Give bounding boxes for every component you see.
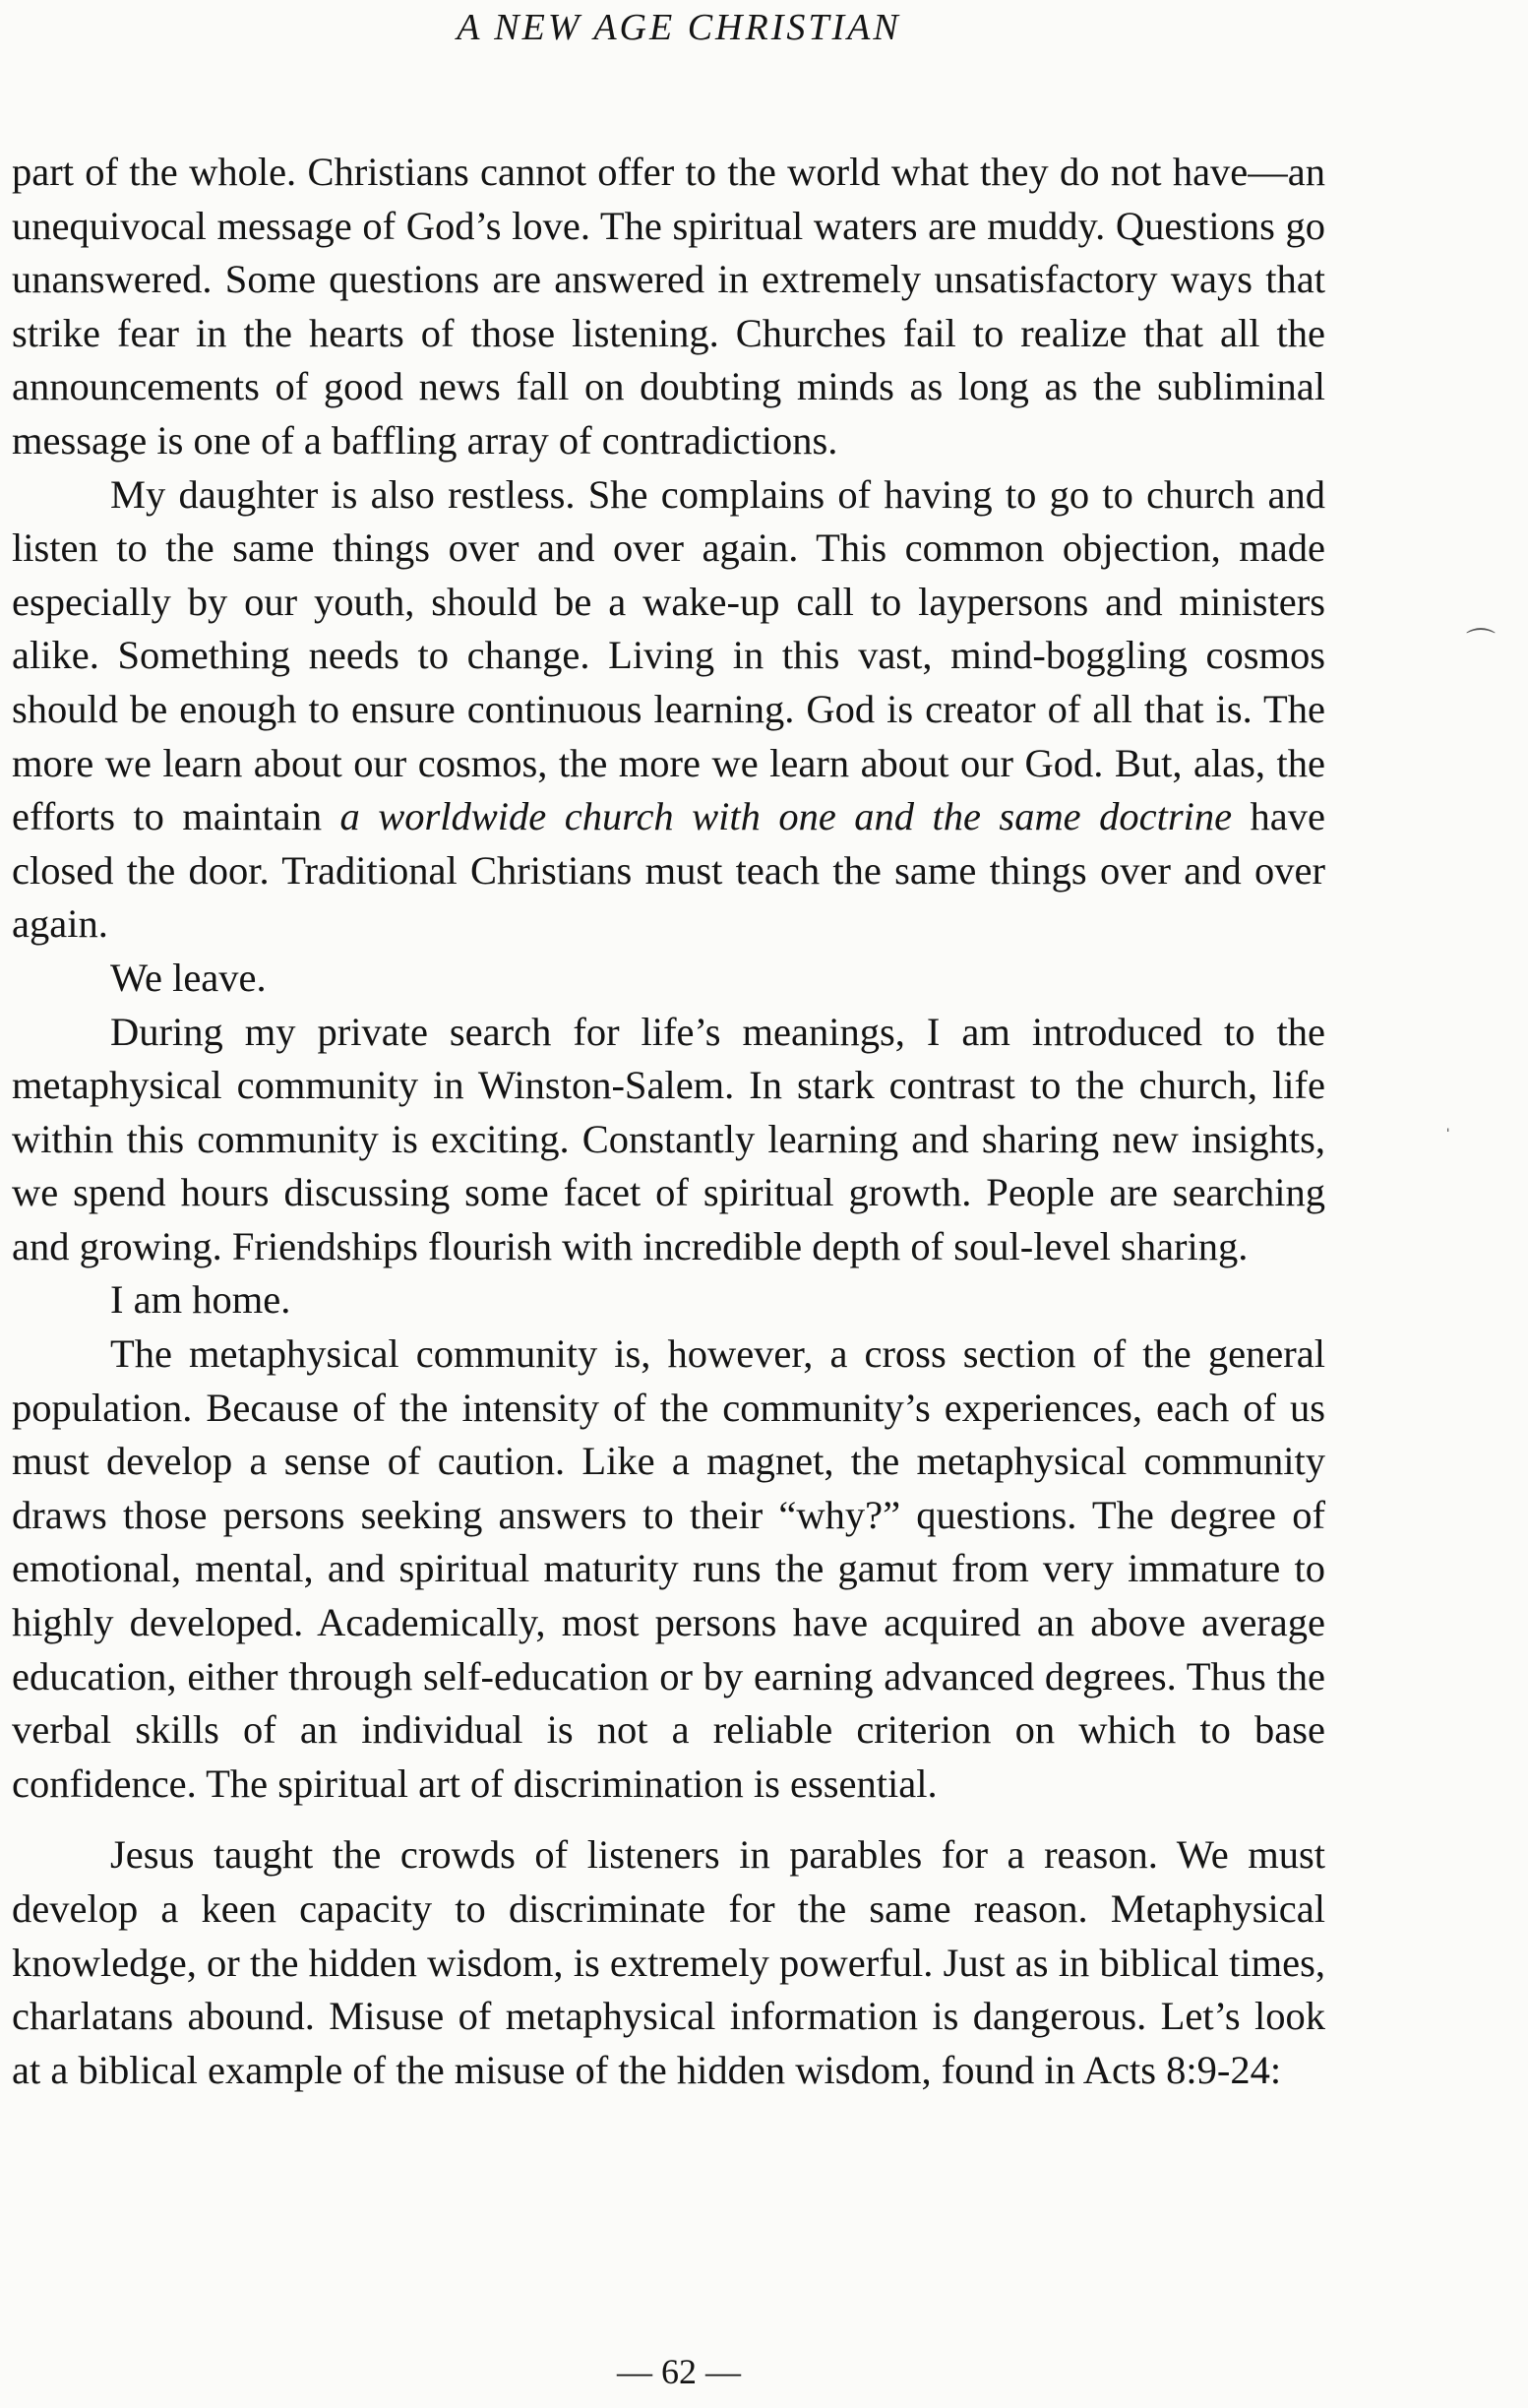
margin-tick-mark: ˈ <box>1444 1124 1452 1148</box>
paragraph-7-text: Jesus taught the crowds of listeners in parables for a reason. We must develop a keen capacity to discriminate for the same reason. Metaphysical knowledge, or the hidden wisdom, is extremely powerful. Just as in biblical times, charlatans abound. Misuse of metaphysical information is dangerous. Let’s look at a biblical example of the misuse of the hidden wisdom, found in Acts 8:9-24: <box>12 1832 1325 2092</box>
running-head: A NEW AGE CHRISTIAN <box>457 7 901 48</box>
paragraph-3-text: We leave. <box>110 955 267 1000</box>
margin-dash-mark: ⌒ <box>1466 628 1496 660</box>
paragraph-2-text-start: My daughter is also restless. She complains of having to go to church and listen to the same things over and over again. This common objection, made especially by our youth, should be a wake-up call to laypersons and ministers alike. Something needs to change. Living in this vast, mind-boggling cosmos should be enough to ensure continuous learning. God is creator of all that is. The more we learn about our cosmos, the more we learn about our God. But, alas, the efforts to maintain <box>12 471 1325 839</box>
paragraph-6 <box>12 1327 1325 1811</box>
paragraph-6-text: The metaphysical community is, however, a cross section of the general population. Because of the intensity of the community’s experiences, each of us must develop a sense of caution. Like a magnet, the metaphysical community draws those persons seeking answers to their “why?” questions. The degree of emotional, mental, and spiritual maturity runs the gamut from very immature to highly developed. Academically, most persons have acquired an above average education, either through self-education or by earning advanced degrees. Thus the verbal skills of an individual is not a reliable criterion on which to base confidence. The spiritual art of discrimination is essential. <box>12 1331 1325 1806</box>
paragraph-4-text: During my private search for life’s meanings, I am introduced to the metaphysical community in Winston-Salem. In stark contrast to the church, life within this community is exciting. Constantly learning and sharing new insights, we spend hours discussing some facet of spiritual growth. People are searching and growing. Friendships flourish with incredible depth of soul-level sharing. <box>12 1009 1325 1268</box>
paragraph-7 <box>12 1828 1325 2097</box>
paragraph-2 <box>12 468 1325 952</box>
paragraph-2-italic-phrase: a worldwide church with one and the same doctrine <box>339 794 1233 839</box>
paragraph-3 <box>12 952 1325 1006</box>
paragraph-2-text-end: have closed the door. Traditional Christians must teach the same things over and over again. <box>12 794 1325 947</box>
page-number: — 62 — <box>617 2352 741 2391</box>
paragraph-1 <box>12 146 1325 468</box>
body-text <box>12 146 1325 2097</box>
paragraph-5 <box>12 1273 1325 1327</box>
paragraph-1-text: part of the whole. Christians cannot offer to the world what they do not have—an unequivocal message of God’s love. The spiritual waters are muddy. Questions go unanswered. Some questions are answered in extremely unsatisfactory ways that strike fear in the hearts of those listening. Churches fail to realize that all the announcements of good news fall on doubting minds as long as the subliminal message is one of a baffling array of contradictions. <box>12 150 1325 463</box>
paragraph-4 <box>12 1006 1325 1274</box>
paragraph-5-text: I am home. <box>110 1277 291 1323</box>
